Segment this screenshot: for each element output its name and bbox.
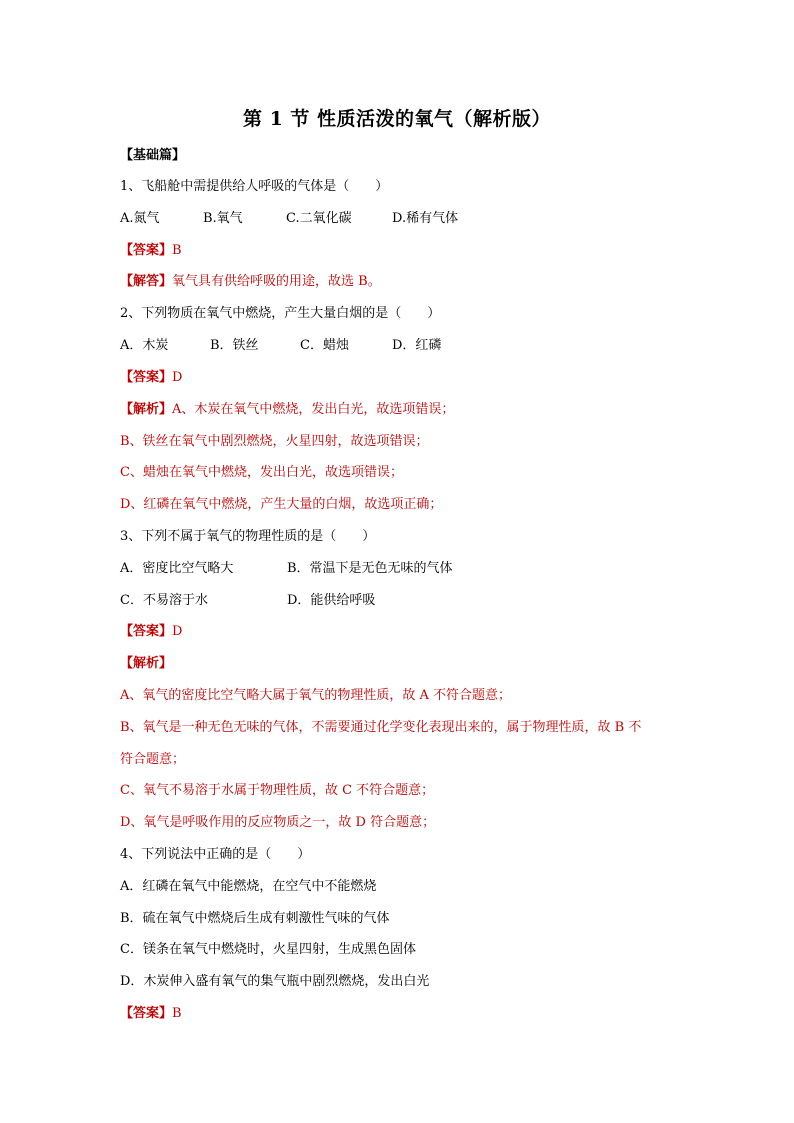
question-1: 1、飞船舱中需提供给人呼吸的气体是（ ） — [120, 179, 389, 194]
explanation-label: 【解析】 — [120, 402, 173, 417]
option-a: A.氮气 — [120, 211, 160, 226]
question-3: 3、下列不属于氧气的物理性质的是（ ） — [120, 529, 376, 544]
answer-1 — [120, 242, 182, 260]
answer-value: D — [172, 370, 183, 385]
answer-value: B — [172, 243, 182, 258]
answer-2 — [120, 369, 182, 387]
option-c: C．蜡烛 — [300, 338, 349, 353]
option-c: C．镁条在氧气中燃烧时，火星四射，生成黑色固体 — [120, 942, 416, 957]
option-c: C．不易溶于水 — [120, 593, 208, 608]
option-b: B．铁丝 — [210, 338, 259, 353]
answer-label: 【答案】 — [120, 370, 173, 385]
answer-value: B — [172, 1006, 182, 1021]
explanation-line: C、蜡烛在氧气中燃烧，发出白光，故选项错误； — [120, 465, 403, 480]
option-b: B．常温下是无色无味的气体 — [287, 561, 453, 576]
option-d: D．红磷 — [392, 338, 442, 353]
option-d: D.稀有气体 — [392, 211, 459, 226]
question-4: 4、下列说法中正确的是（ ） — [120, 847, 311, 862]
explanation-label: 【解析】 — [120, 656, 173, 671]
explanation-line: B、氧气是一种无色无味的气体，不需要通过化学变化表现出来的，属于物理性质，故 B 不 — [120, 720, 642, 735]
question-3-options-row-1 — [120, 560, 680, 578]
explanation-2 — [120, 401, 454, 419]
explanation-line: B、铁丝在氧气中剧烈燃烧，火星四射，故选项错误； — [120, 434, 429, 449]
option-d: D．木炭伸入盛有氧气的集气瓶中剧烈燃烧，发出白光 — [120, 974, 430, 989]
explanation-line: D、红磷在氧气中燃烧，产生大量的白烟，故选项正确； — [120, 497, 443, 512]
answer-label: 【答案】 — [120, 1006, 173, 1021]
explanation-line: A、氧气的密度比空气略大属于氧气的物理性质，故 A 不符合题意； — [120, 688, 512, 703]
explanation-label: 【解答】 — [120, 274, 173, 289]
answer-label: 【答案】 — [120, 624, 173, 639]
question-2-options — [120, 337, 680, 355]
answer-3 — [120, 623, 182, 641]
explanation-text: 氧气具有供给呼吸的用途，故选 B。 — [172, 274, 381, 289]
option-c: C.二氧化碳 — [286, 211, 352, 226]
option-a: A．密度比空气略大 — [120, 561, 234, 576]
option-a: A．木炭 — [120, 338, 169, 353]
section-heading: 【基础篇】 — [120, 148, 186, 163]
option-a: A．红磷在氧气中能燃烧，在空气中不能燃烧 — [120, 879, 377, 894]
option-b: B.氧气 — [203, 211, 243, 226]
explanation-line: 符合题意； — [120, 752, 186, 767]
option-b: B．硫在氧气中燃烧后生成有刺激性气味的气体 — [120, 911, 390, 926]
question-1-options — [120, 210, 680, 228]
option-d: D．能供给呼吸 — [287, 593, 376, 608]
page-title: 第 1 节 性质活泼的氧气（解析版） — [242, 108, 552, 130]
question-2: 2、下列物质在氧气中燃烧，产生大量白烟的是（ ） — [120, 306, 441, 321]
explanation-1 — [120, 273, 381, 291]
question-3-options-row-2 — [120, 592, 680, 610]
answer-label: 【答案】 — [120, 243, 173, 258]
answer-value: D — [172, 624, 183, 639]
explanation-line: C、氧气不易溶于水属于物理性质，故 C 不符合题意； — [120, 783, 435, 798]
explanation-line: D、氧气是呼吸作用的反应物质之一，故 D 符合题意； — [120, 815, 436, 830]
explanation-text: A、木炭在氧气中燃烧，发出白光，故选项错误； — [172, 402, 455, 417]
answer-4 — [120, 1005, 182, 1023]
